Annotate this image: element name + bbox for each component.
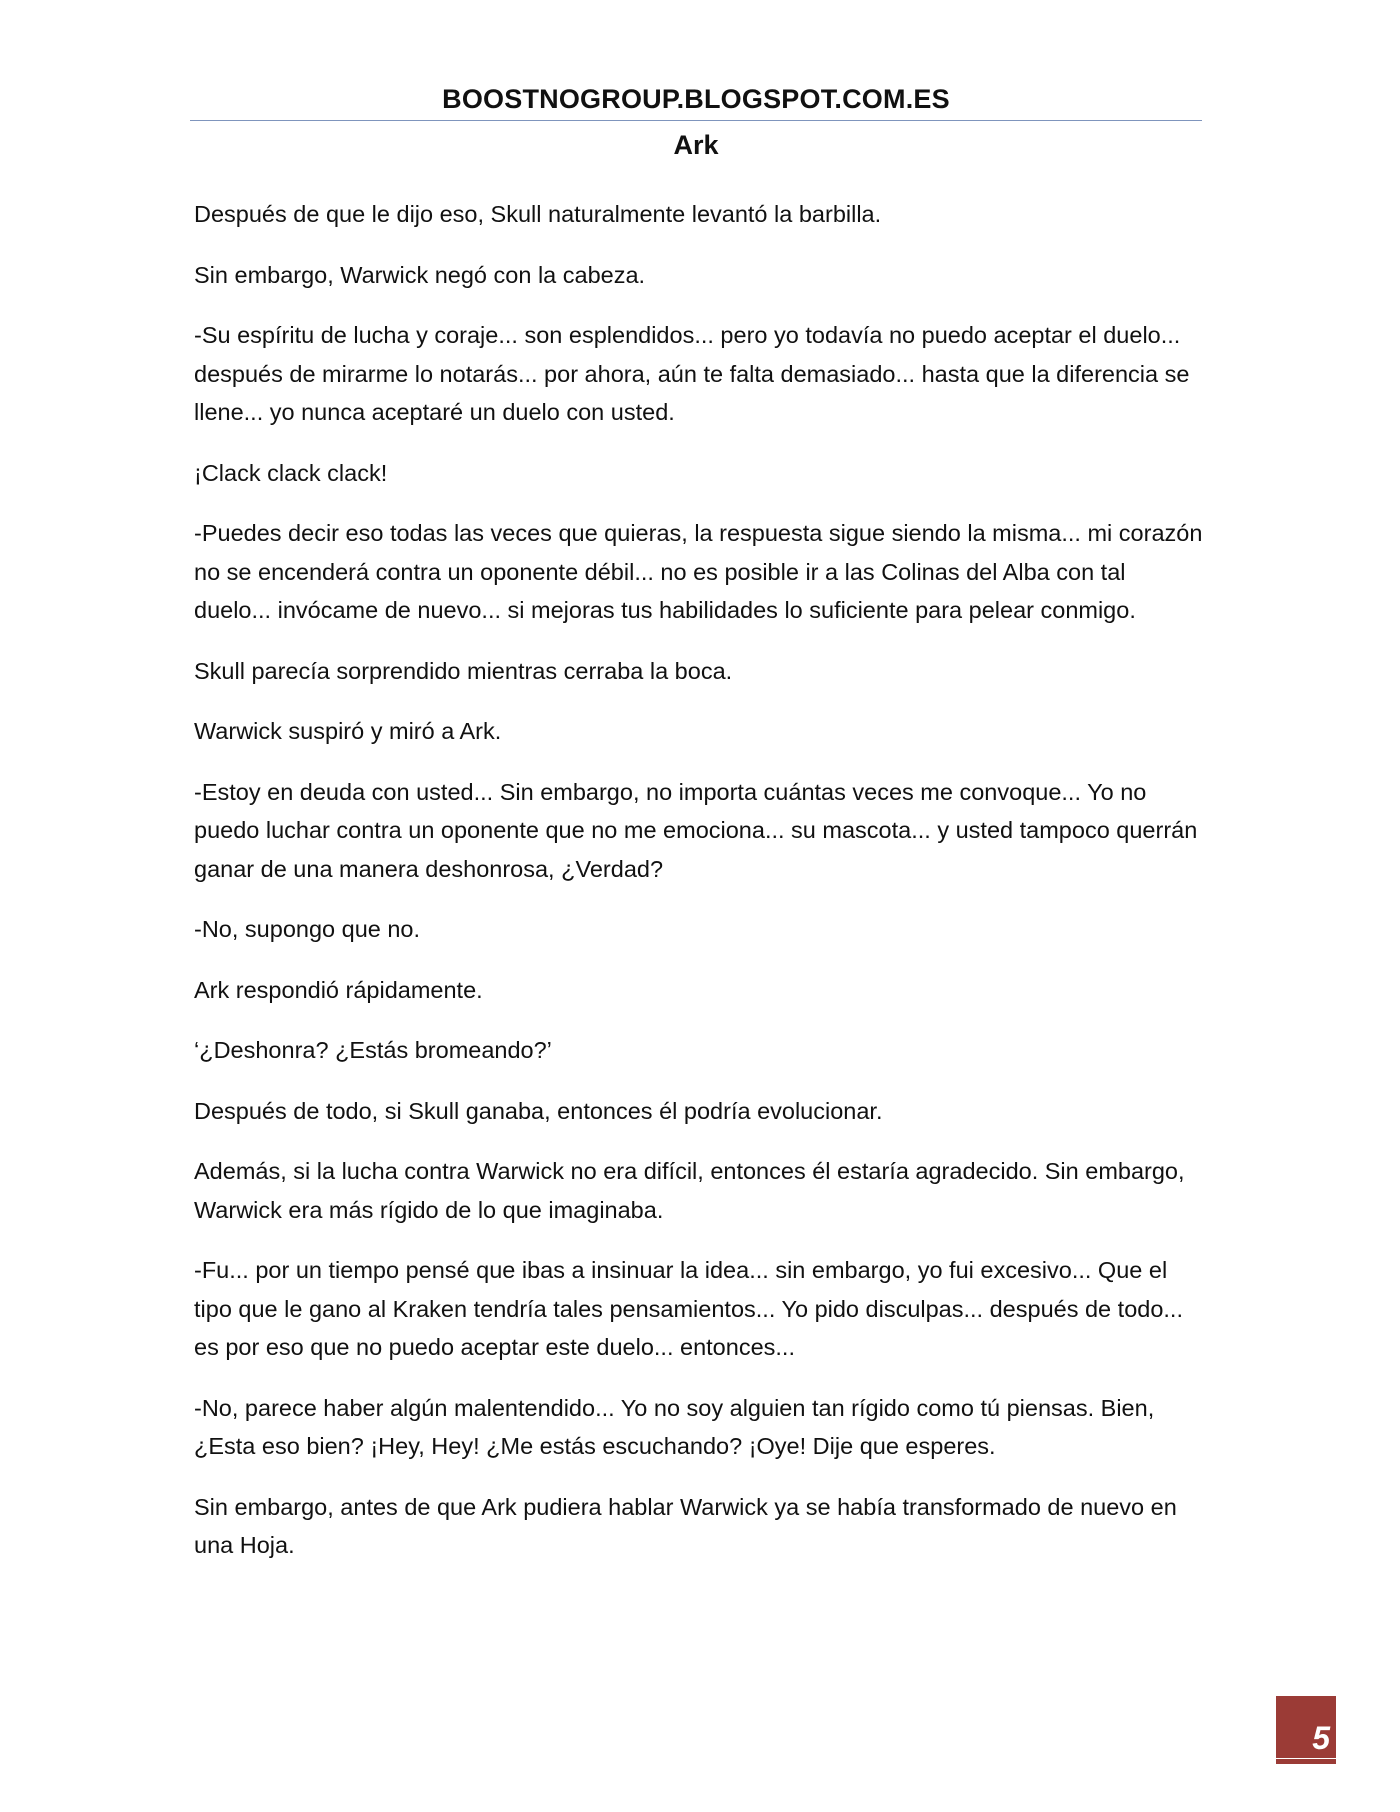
paragraph: Skull parecía sorprendido mientras cerraba la boca. — [194, 657, 733, 684]
paragraph: -Fu... por un tiempo pensé que ibas a insinuar la idea... sin embargo, yo fui excesivo... Que el tipo que le gano al Kraken tendría tales pensamientos... Yo pido disculpas... después de todo... es por eso que no puedo aceptar este duelo... entonces... — [194, 1257, 1183, 1360]
page-number-badge — [1276, 1696, 1336, 1764]
paragraph: ¡Clack clack clack! — [194, 459, 388, 486]
paragraph: Ark respondió rápidamente. — [194, 976, 483, 1003]
paragraph: Sin embargo, antes de que Ark pudiera hablar Warwick ya se había transformado de nuevo en una Hoja. — [194, 1493, 1177, 1558]
header-divider — [190, 120, 1202, 121]
paragraph: Después de que le dijo eso, Skull naturalmente levantó la barbilla. — [194, 201, 882, 227]
document-title: Ark — [673, 130, 719, 160]
site-header: BOOSTNOGROUP.BLOGSPOT.COM.ES — [442, 84, 950, 114]
paragraph: -No, supongo que no. — [194, 916, 421, 942]
paragraph: -Estoy en deuda con usted... Sin embargo, no importa cuántas veces me convoque... Yo no puedo luchar contra un oponente que no me emociona... su mascota... y usted tampoco querrán ganar de una manera deshonrosa, ¿Verdad? — [194, 778, 1198, 882]
page-number: 5 — [1312, 1720, 1330, 1756]
paragraph: -Puedes decir eso todas las veces que quieras, la respuesta sigue siendo la misma... mi corazón no se encenderá contra un oponente débil... no es posible ir a las Colinas del Alba con tal duelo... invócame de nuevo... si mejoras tus habilidades lo suficiente para pelear conmigo. — [194, 520, 1203, 623]
paragraph: ‘¿Deshonra? ¿Estás bromeando?’ — [194, 1037, 552, 1063]
paragraph: Después de todo, si Skull ganaba, entonces él podría evolucionar. — [194, 1097, 883, 1124]
paragraph: -Su espíritu de lucha y coraje... son esplendidos... pero yo todavía no puedo aceptar el duelo... después de mirarme lo notarás... por ahora, aún te falta demasiado... hasta que la diferencia se llene... yo nunca aceptaré un duelo con usted. — [194, 322, 1190, 425]
paragraph: Además, si la lucha contra Warwick no era difícil, entonces él estaría agradecido. Sin embargo, Warwick era más rígido de lo que imaginaba. — [194, 1158, 1185, 1223]
paragraph: Warwick suspiró y miró a Ark. — [194, 718, 502, 744]
page-number-underline — [1276, 1758, 1336, 1759]
paragraph: -No, parece haber algún malentendido... Yo no soy alguien tan rígido como tú piensas. Bien, ¿Esta eso bien? ¡Hey, Hey! ¿Me estás escuchando? ¡Oye! Dije que esperes. — [194, 1394, 1155, 1459]
paragraph: Sin embargo, Warwick negó con la cabeza. — [194, 261, 646, 288]
body-text — [194, 195, 1204, 1587]
